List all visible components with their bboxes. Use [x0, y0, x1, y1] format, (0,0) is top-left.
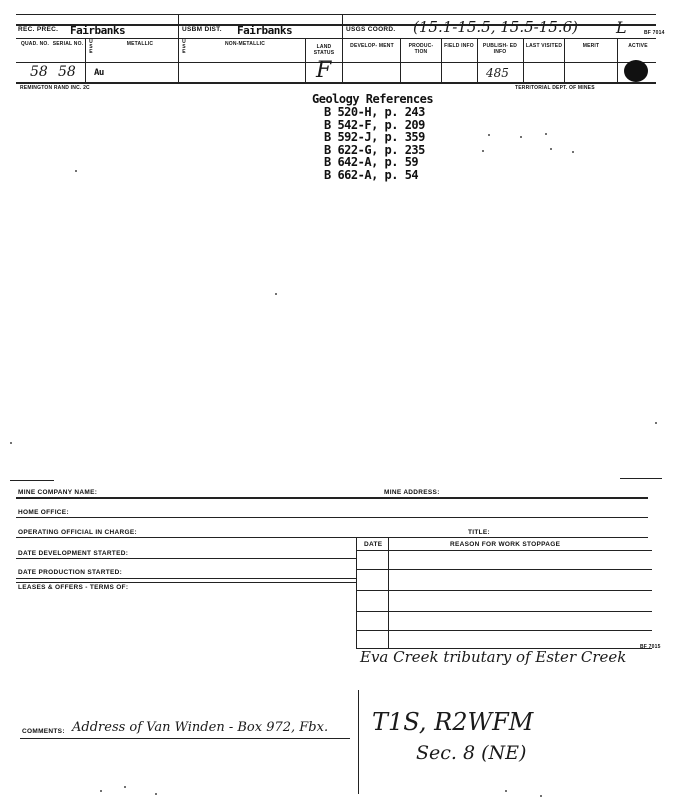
rule-leases — [16, 582, 356, 583]
header-vrule-5 — [400, 38, 401, 82]
rule-date-prod — [16, 578, 356, 579]
table-row-rule-2 — [356, 590, 652, 591]
col-development: DEVELOP- MENT — [350, 43, 394, 49]
scan-speck — [488, 134, 490, 136]
card-edge-right — [620, 478, 662, 479]
title-label: TITLE: — [468, 529, 491, 536]
header-vrule-6 — [441, 38, 442, 82]
active-stamp-mark — [624, 60, 648, 82]
scan-speck — [100, 790, 102, 792]
header-rule-3 — [16, 62, 656, 63]
geology-ref-1: B 520-H, p. 243 — [324, 105, 425, 119]
col-active: ACTIVE — [628, 43, 648, 49]
date-development-label: DATE DEVELOPMENT STARTED: — [18, 550, 129, 557]
scan-speck — [275, 293, 277, 295]
header-vrule-3 — [305, 38, 306, 82]
header-vrule-4 — [342, 14, 343, 82]
published-info-value: 485 — [486, 66, 509, 80]
geology-ref-5: B 642-A, p. 59 — [324, 155, 419, 169]
table-row-rule-1 — [356, 569, 652, 570]
scan-speck — [540, 795, 542, 797]
col-serial: SERIAL NO. — [52, 41, 84, 47]
comments-rule — [20, 738, 350, 739]
reason-column-label: REASON FOR WORK STOPPAGE — [450, 541, 561, 548]
col-merit: MERIT — [582, 43, 600, 49]
col-use-nonmetallic: U S E — [182, 39, 186, 55]
township-range: T1S, R2WFM — [372, 708, 534, 736]
usbm-dist-value: Fairbanks — [237, 24, 293, 37]
usbm-dist-label: USBM DIST. — [182, 26, 222, 33]
form-number: BF 7014 — [644, 30, 665, 36]
col-quad: QUAD. NO. — [20, 41, 50, 47]
usgs-coord-value: (15.1-15.5, 15.5-15.6) — [413, 18, 578, 36]
form-mark: L — [616, 18, 627, 37]
table-row-rule-4 — [356, 630, 652, 631]
scan-speck — [520, 136, 522, 138]
quad-value: 58 — [30, 64, 48, 80]
col-non-metallic: NON-METALLIC — [224, 41, 266, 47]
rule-home-office — [16, 517, 648, 518]
date-column-label: DATE — [364, 541, 383, 548]
rec-prec-label: REC. PREC. — [18, 26, 59, 33]
header-vrule-8 — [523, 38, 524, 82]
col-use-metallic: U S E — [89, 39, 93, 55]
header-rule-4 — [16, 82, 656, 84]
header-top-rule — [16, 14, 656, 15]
header-vrule-7 — [477, 38, 478, 82]
header-vrule-10 — [617, 38, 618, 82]
metallic-value: Au — [94, 68, 104, 78]
col-land-status: LAND STATUS — [313, 44, 335, 56]
geology-ref-6: B 662-A, p. 54 — [324, 167, 419, 182]
geology-references — [312, 92, 433, 181]
scan-speck — [572, 151, 574, 153]
scan-speck — [10, 442, 12, 444]
usgs-coord-label: USGS COORD. — [346, 26, 396, 33]
scan-speck — [482, 150, 484, 152]
card-edge-left — [10, 480, 54, 481]
lower-form-number: BF 7015 — [640, 644, 661, 650]
header-vrule-9 — [564, 38, 565, 82]
scan-speck — [545, 133, 547, 135]
handwritten-note: Eva Creek tributary of Ester Creek — [360, 648, 627, 666]
mine-address-label: MINE ADDRESS: — [384, 489, 440, 496]
col-published-info: PUBLISH- ED INFO — [482, 43, 518, 55]
territorial-dept: TERRITORIAL DEPT. OF MINES — [515, 85, 595, 91]
serial-value: 58 — [58, 64, 76, 80]
mine-company-name-label: MINE COMPANY NAME: — [18, 489, 98, 496]
lower-divider — [358, 690, 359, 794]
scan-speck — [124, 786, 126, 788]
col-last-visited: LAST VISITED — [525, 43, 563, 49]
col-metallic: METALLIC — [126, 41, 154, 47]
scan-speck — [75, 170, 77, 172]
leases-label: LEASES & OFFERS - TERMS OF: — [18, 584, 129, 591]
geology-ref-2: B 542-F, p. 209 — [324, 117, 425, 132]
geology-ref-4: B 622-G, p. 235 — [324, 142, 425, 157]
rule-date-dev — [16, 558, 356, 559]
header-rule-mid — [16, 38, 656, 39]
col-field-info: FIELD INFO — [444, 43, 474, 49]
header-vrule-2 — [178, 14, 179, 82]
table-row-rule-3 — [356, 611, 652, 612]
scan-speck — [655, 422, 657, 424]
scan-speck — [155, 793, 157, 795]
comments-label: COMMENTS: — [22, 728, 65, 735]
geology-ref-3: B 592-J, p. 359 — [324, 130, 425, 144]
rec-prec-value: Fairbanks — [70, 24, 126, 37]
comments-value: Address of Van Winden - Box 972, Fbx. — [72, 720, 329, 735]
scan-speck — [505, 790, 507, 792]
operating-official-label: OPERATING OFFICIAL IN CHARGE: — [18, 529, 137, 536]
table-header-rule — [356, 550, 652, 551]
home-office-label: HOME OFFICE: — [18, 509, 69, 516]
scan-speck — [550, 148, 552, 150]
rule-company — [16, 497, 648, 499]
printer-credit: REMINGTON RAND INC. 2C — [20, 85, 90, 91]
geology-title: Geology References — [312, 92, 434, 106]
table-date-rule — [388, 537, 389, 649]
rule-operating — [16, 537, 648, 538]
section: Sec. 8 (NE) — [416, 742, 527, 764]
land-status-value: F — [316, 58, 332, 83]
header-vrule-1 — [85, 38, 86, 82]
col-production: PRODUC- TION — [408, 43, 434, 55]
table-left-rule — [356, 537, 357, 649]
date-production-label: DATE PRODUCTION STARTED: — [18, 569, 123, 576]
